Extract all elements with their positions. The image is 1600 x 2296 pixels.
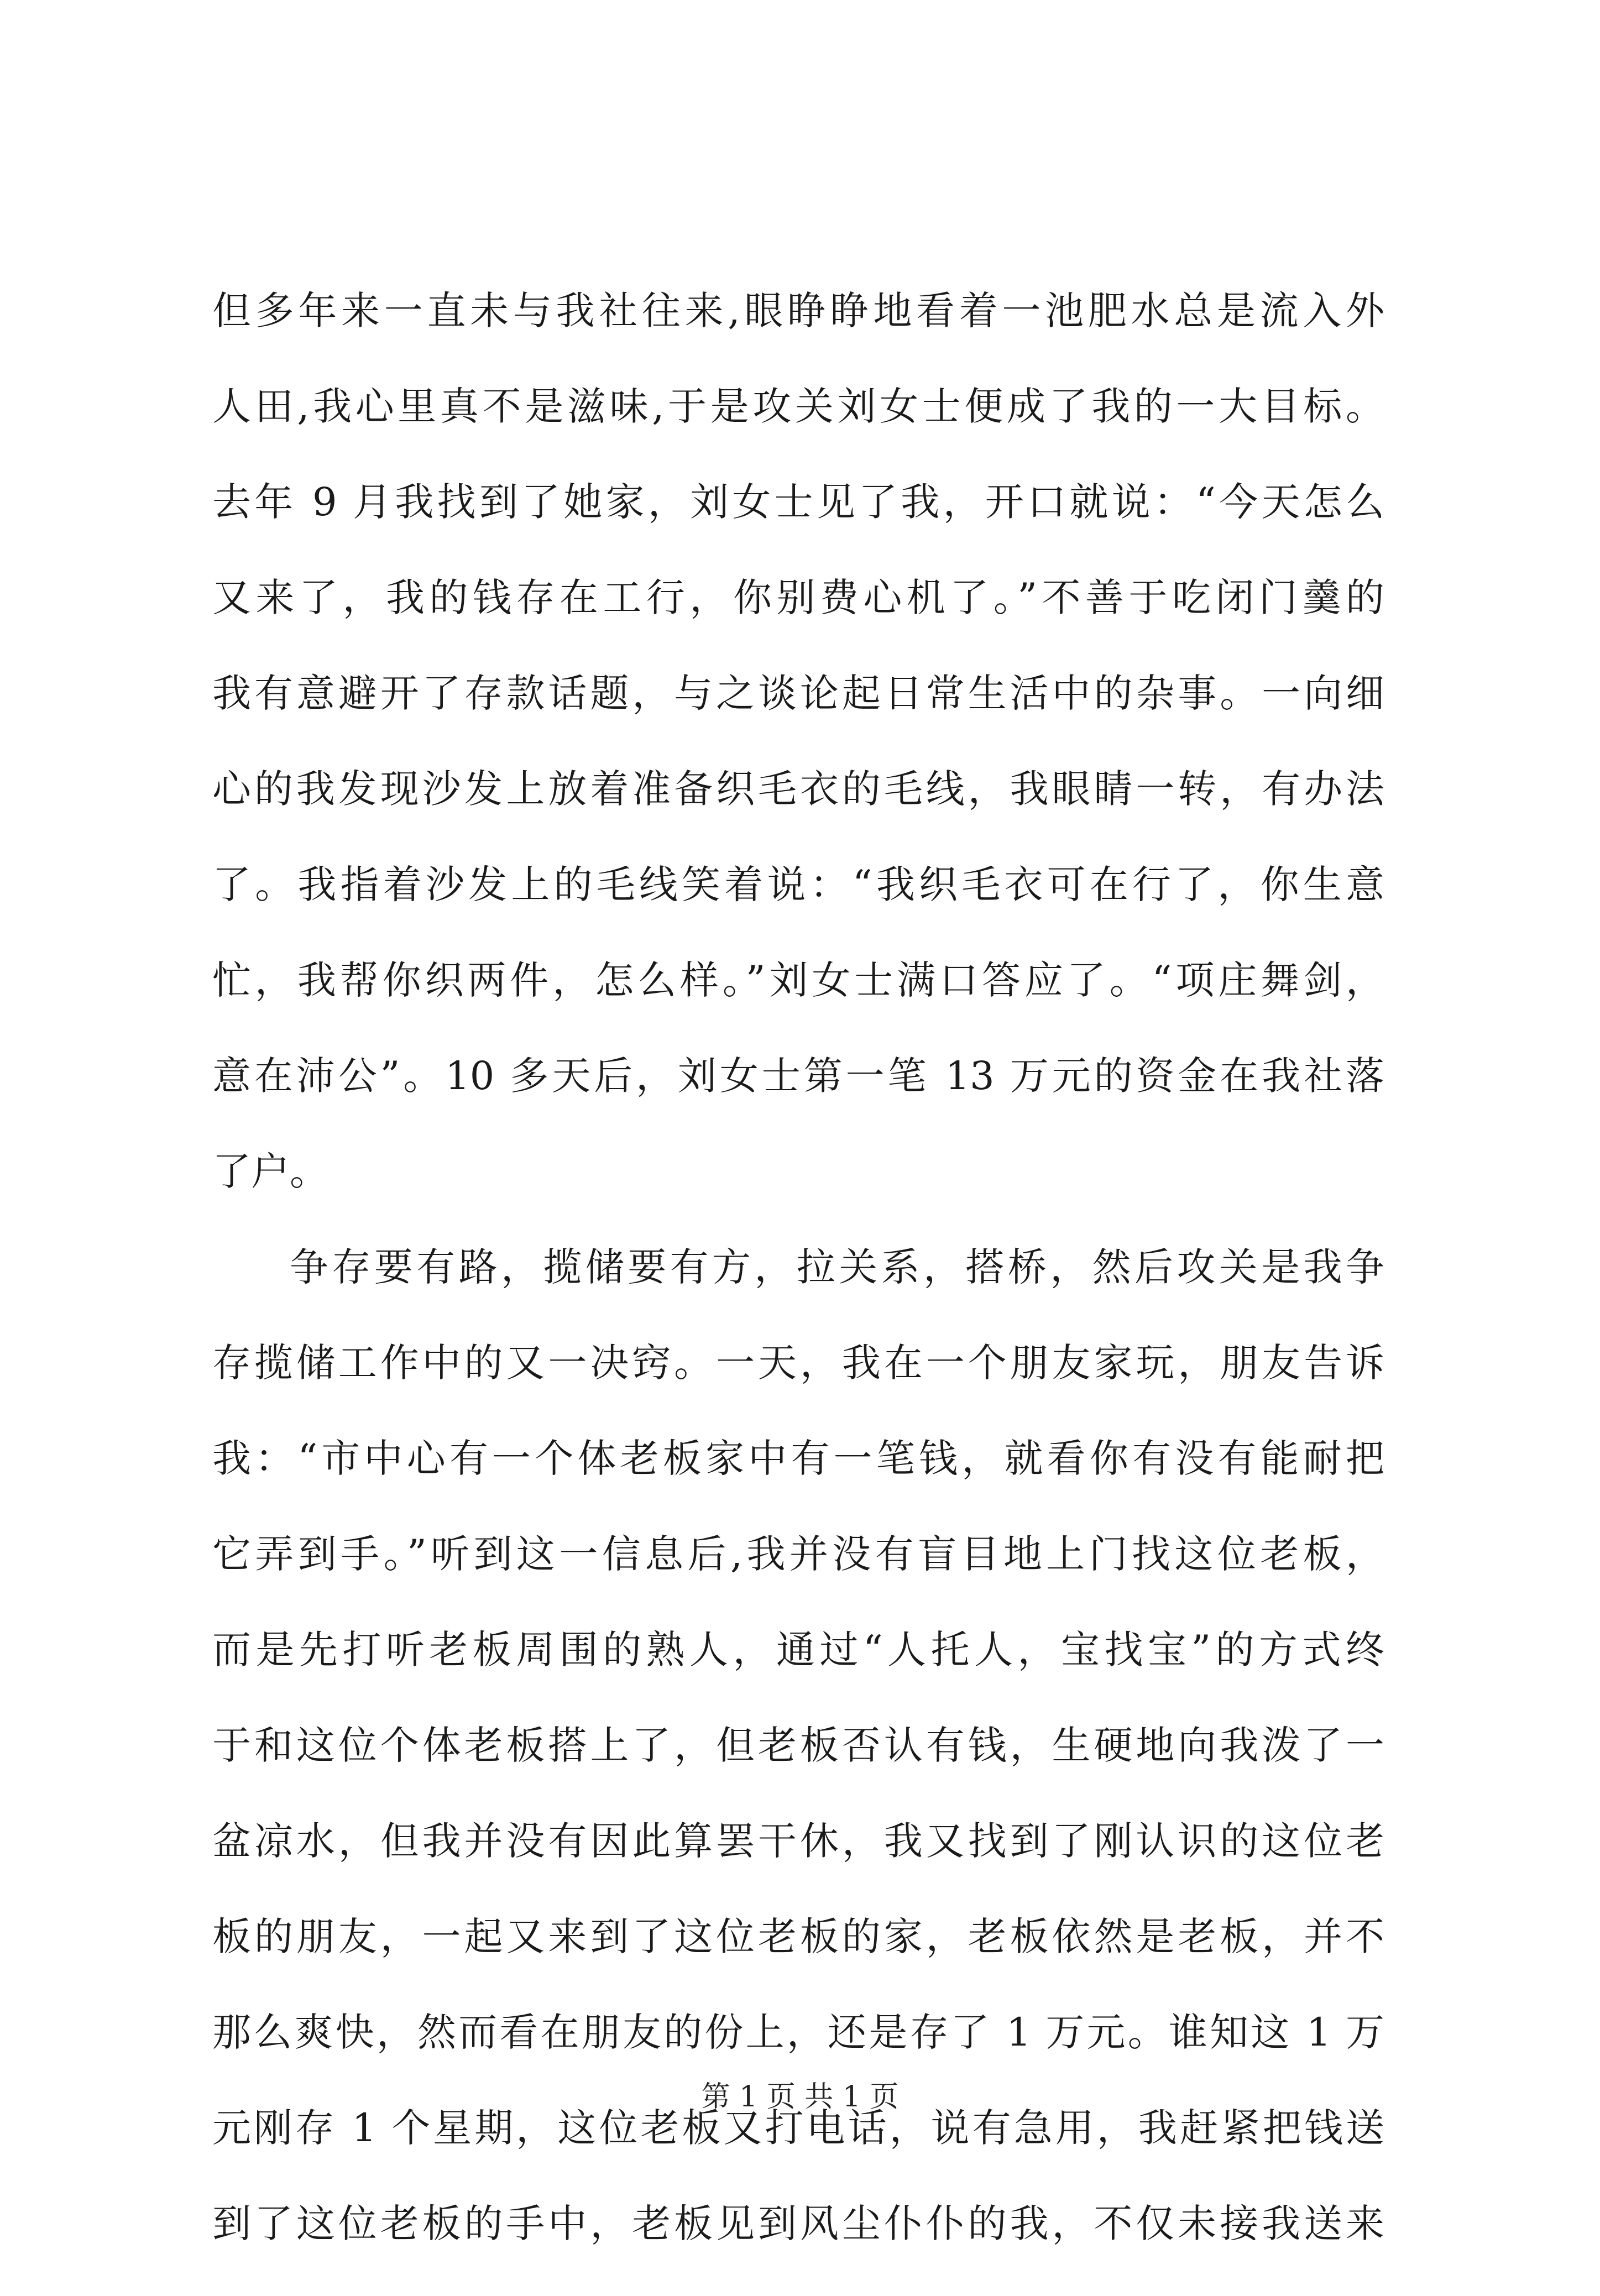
text-line: 争存要有路，揽储要有方，拉关系，搭桥，然后攻关是我争: [290, 1244, 1384, 1290]
text-line: 意在沛公”。10 多天后，刘女士第一笔 13 万元的资金在我社落: [212, 1053, 1384, 1099]
text-line: 人田,我心里真不是滋味,于是攻关刘女士便成了我的一大目标。: [212, 384, 1384, 429]
text-line: 于和这位个体老板搭上了，但老板否认有钱，生硬地向我泼了一: [212, 1723, 1384, 1768]
text-line: 我：“市中心有一个体老板家中有一笔钱，就看你有没有能耐把: [212, 1436, 1384, 1481]
text-line: 那么爽快，然而看在朋友的份上，还是存了 1 万元。谁知这 1 万: [212, 2010, 1384, 2055]
text-line: 我有意避开了存款话题，与之谈论起日常生活中的杂事。一向细: [212, 671, 1384, 716]
text-line: 又来了，我的钱存在工行，你别费心机了。”不善于吃闭门羹的: [212, 575, 1384, 620]
text-line: 它弄到手。”听到这一信息后,我并没有盲目地上门找这位老板，: [212, 1531, 1384, 1577]
text-line: 板的朋友，一起又来到了这位老板的家，老板依然是老板，并不: [212, 1914, 1384, 1959]
text-line: 了。我指着沙发上的毛线笑着说：“我织毛衣可在行了，你生意: [212, 862, 1384, 907]
text-line: 而是先打听老板周围的熟人，通过“人托人，宝找宝”的方式终: [212, 1627, 1384, 1672]
page-number-label: 第 1 页 共 1 页: [701, 2080, 899, 2114]
text-line: 到了这位老板的手中，老板见到风尘仆仆的我，不仅未接我送来: [212, 2201, 1384, 2246]
text-line: 但多年来一直未与我社往来,眼睁睁地看着一池肥水总是流入外: [212, 288, 1384, 333]
text-line: 心的我发现沙发上放着准备织毛衣的毛线，我眼睛一转，有办法: [212, 766, 1384, 812]
text-line: 存揽储工作中的又一决窍。一天，我在一个朋友家玩，朋友告诉: [212, 1340, 1384, 1385]
text-line: 忙，我帮你织两件，怎么样。”刘女士满口答应了。“项庄舞剑，: [212, 958, 1384, 1003]
text-line: 了户。: [212, 1149, 328, 1194]
text-line: 去年 9 月我找到了她家，刘女士见了我，开口就说：“今天怎么: [212, 479, 1384, 525]
text-line: 盆凉水，但我并没有因此算罢干休，我又找到了刚认识的这位老: [212, 1818, 1384, 1864]
page-footer: [0, 2073, 1600, 2115]
text-line: 元刚存 1 个星期，这位老板又打电话，说有急用，我赶紧把钱送: [212, 2105, 1384, 2151]
document-body: [212, 287, 1384, 2296]
